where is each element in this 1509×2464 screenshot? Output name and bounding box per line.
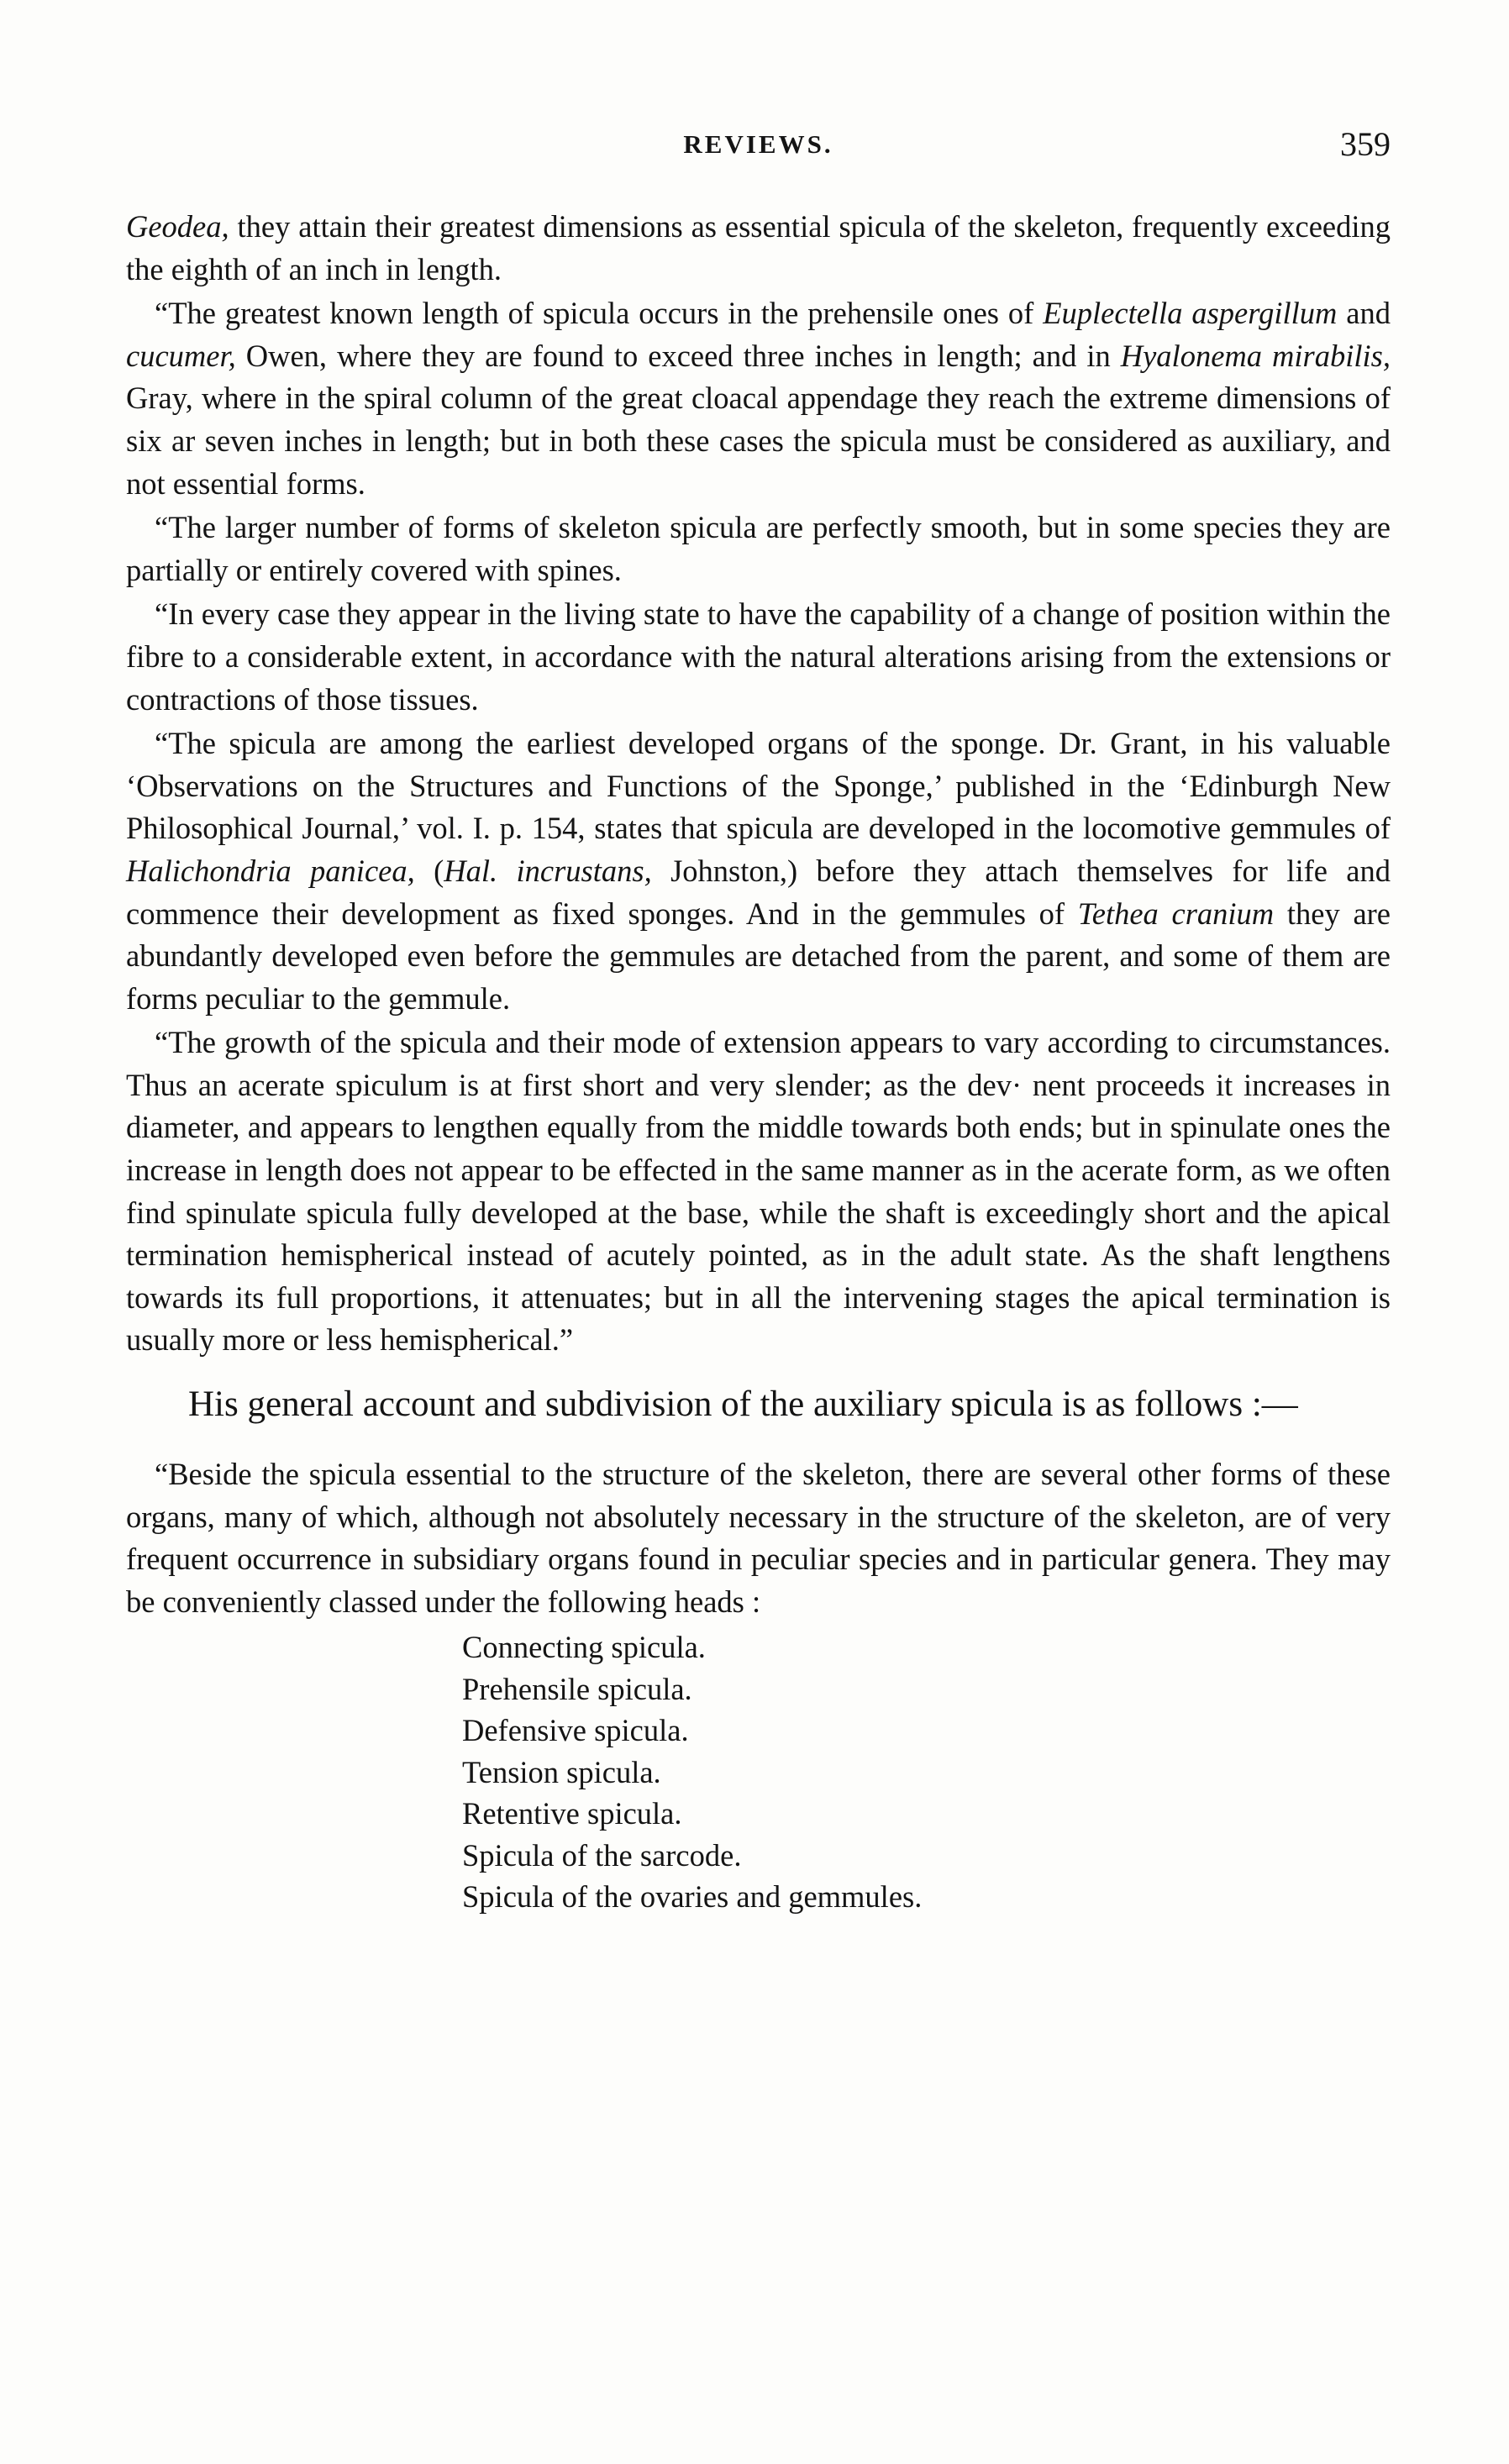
section-intro: His general account and subdivision of the auxiliary spicula is as follows :— bbox=[188, 1384, 1298, 1425]
text-run: “The greatest known length of spicula occurs in the prehensile ones of bbox=[155, 296, 1044, 331]
text-run: and bbox=[1337, 296, 1391, 331]
heads-list-item: Tension spicula. bbox=[462, 1754, 661, 1789]
heads-list bbox=[462, 1626, 1391, 1918]
heads-list-item: Retentive spicula. bbox=[462, 1796, 682, 1831]
italic-term: Euplectella aspergillum bbox=[1043, 296, 1338, 331]
italic-term: Halichondria panicea, bbox=[126, 853, 415, 888]
heads-list-item: Spicula of the ovaries and gemmules. bbox=[462, 1879, 923, 1915]
text-run: Gray, where in the spiral column of the great cloacal appendage they reach the extreme dimensions of six ar seven inches in length; but in both these cases the spicula must be considered as auxiliary, and not essential forms. bbox=[126, 381, 1391, 501]
text-run: they are abundantly developed even before the gemmules are detached from the parent, and some of them are forms peculiar to the gemmule. bbox=[126, 896, 1391, 1016]
text-run: ( bbox=[414, 853, 444, 888]
heads-list-item: Prehensile spicula. bbox=[462, 1671, 692, 1706]
text-run: “The growth of the spicula and their mode of extension appears to vary according to circumstances. Thus an acerate spiculum is at first short and very slender; as the dev· nent proceeds it increases in diameter, and appears to lengthen equally from the middle towards both ends; but in spinulate ones the increase in length does not appear to be effected in the same manner as in the acerate form, as we often find spinulate spicula fully developed at the base, while the shaft is exceedingly short and the apical termination hemispherical instead of acutely pointed, as in the adult state. As the shaft lengthens towards its full proportions, it attenuates; but in all the intervening stages the apical termination is usually more or less hemispherical.” bbox=[126, 1025, 1391, 1358]
paragraph-p2 bbox=[126, 292, 1391, 505]
italic-term: Geodea, bbox=[126, 209, 229, 244]
heads-list-item: Connecting spicula. bbox=[462, 1630, 706, 1665]
italic-term: Tethea cranium bbox=[1077, 896, 1275, 931]
italic-term: Hal. incrustans, bbox=[444, 853, 652, 888]
text-run: “The larger number of forms of skeleton spicula are perfectly smooth, but in some species they are partially or entirely covered with spines. bbox=[126, 510, 1391, 587]
text-run: “In every case they appear in the living state to have the capability of a change of position within the fibre to a considerable extent, in accordance with the natural alterations arising from the extensions or contractions of those tissues. bbox=[126, 596, 1391, 717]
page-number: 359 bbox=[1340, 125, 1391, 163]
quoted-paragraphs bbox=[126, 206, 1391, 1362]
paragraph-p4 bbox=[126, 593, 1391, 721]
paragraph-p6 bbox=[126, 1022, 1391, 1362]
text-run: Owen, where they are found to exceed three inches in length; and in bbox=[235, 338, 1121, 373]
paragraph-p1 bbox=[126, 206, 1391, 291]
italic-term: cucumer, bbox=[126, 338, 236, 373]
heads-list-item: Spicula of the sarcode. bbox=[462, 1837, 742, 1873]
paragraph-p5 bbox=[126, 722, 1391, 1020]
page-header bbox=[126, 124, 1391, 175]
closing-paragraph: “Beside the spicula essential to the structure of the skeleton, there are several other forms of these organs, many of which, although not absolutely necessary in the structure of the skeleton, are of very frequent occurrence in subsidiary organs found in peculiar species and in particular genera. They may be conveniently classed under the following heads : bbox=[126, 1457, 1391, 1619]
heads-list-item: Defensive spicula. bbox=[462, 1713, 689, 1748]
text-run: “The spicula are among the earliest developed organs of the sponge. Dr. Grant, in his valuable ‘Observations on the Structures and Functions of the Sponge,’ published in the ‘Edinburgh New Philosophical Journal,’ vol. I. p. 154, states that spicula are developed in the locomotive gemmules of bbox=[126, 726, 1391, 846]
text-run: Johnston,) before they attach themselves for life and commence their development as fixed sponges. And in the gemmules of bbox=[126, 853, 1391, 931]
text-run: they attain their greatest dimensions as essential spicula of the skeleton, frequently exceeding the eighth of an inch in length. bbox=[126, 209, 1391, 286]
italic-term: Hyalonema mirabilis, bbox=[1120, 338, 1391, 373]
paragraph-p3 bbox=[126, 507, 1391, 591]
page-body bbox=[126, 206, 1391, 1918]
running-head: REVIEWS. bbox=[683, 129, 833, 159]
